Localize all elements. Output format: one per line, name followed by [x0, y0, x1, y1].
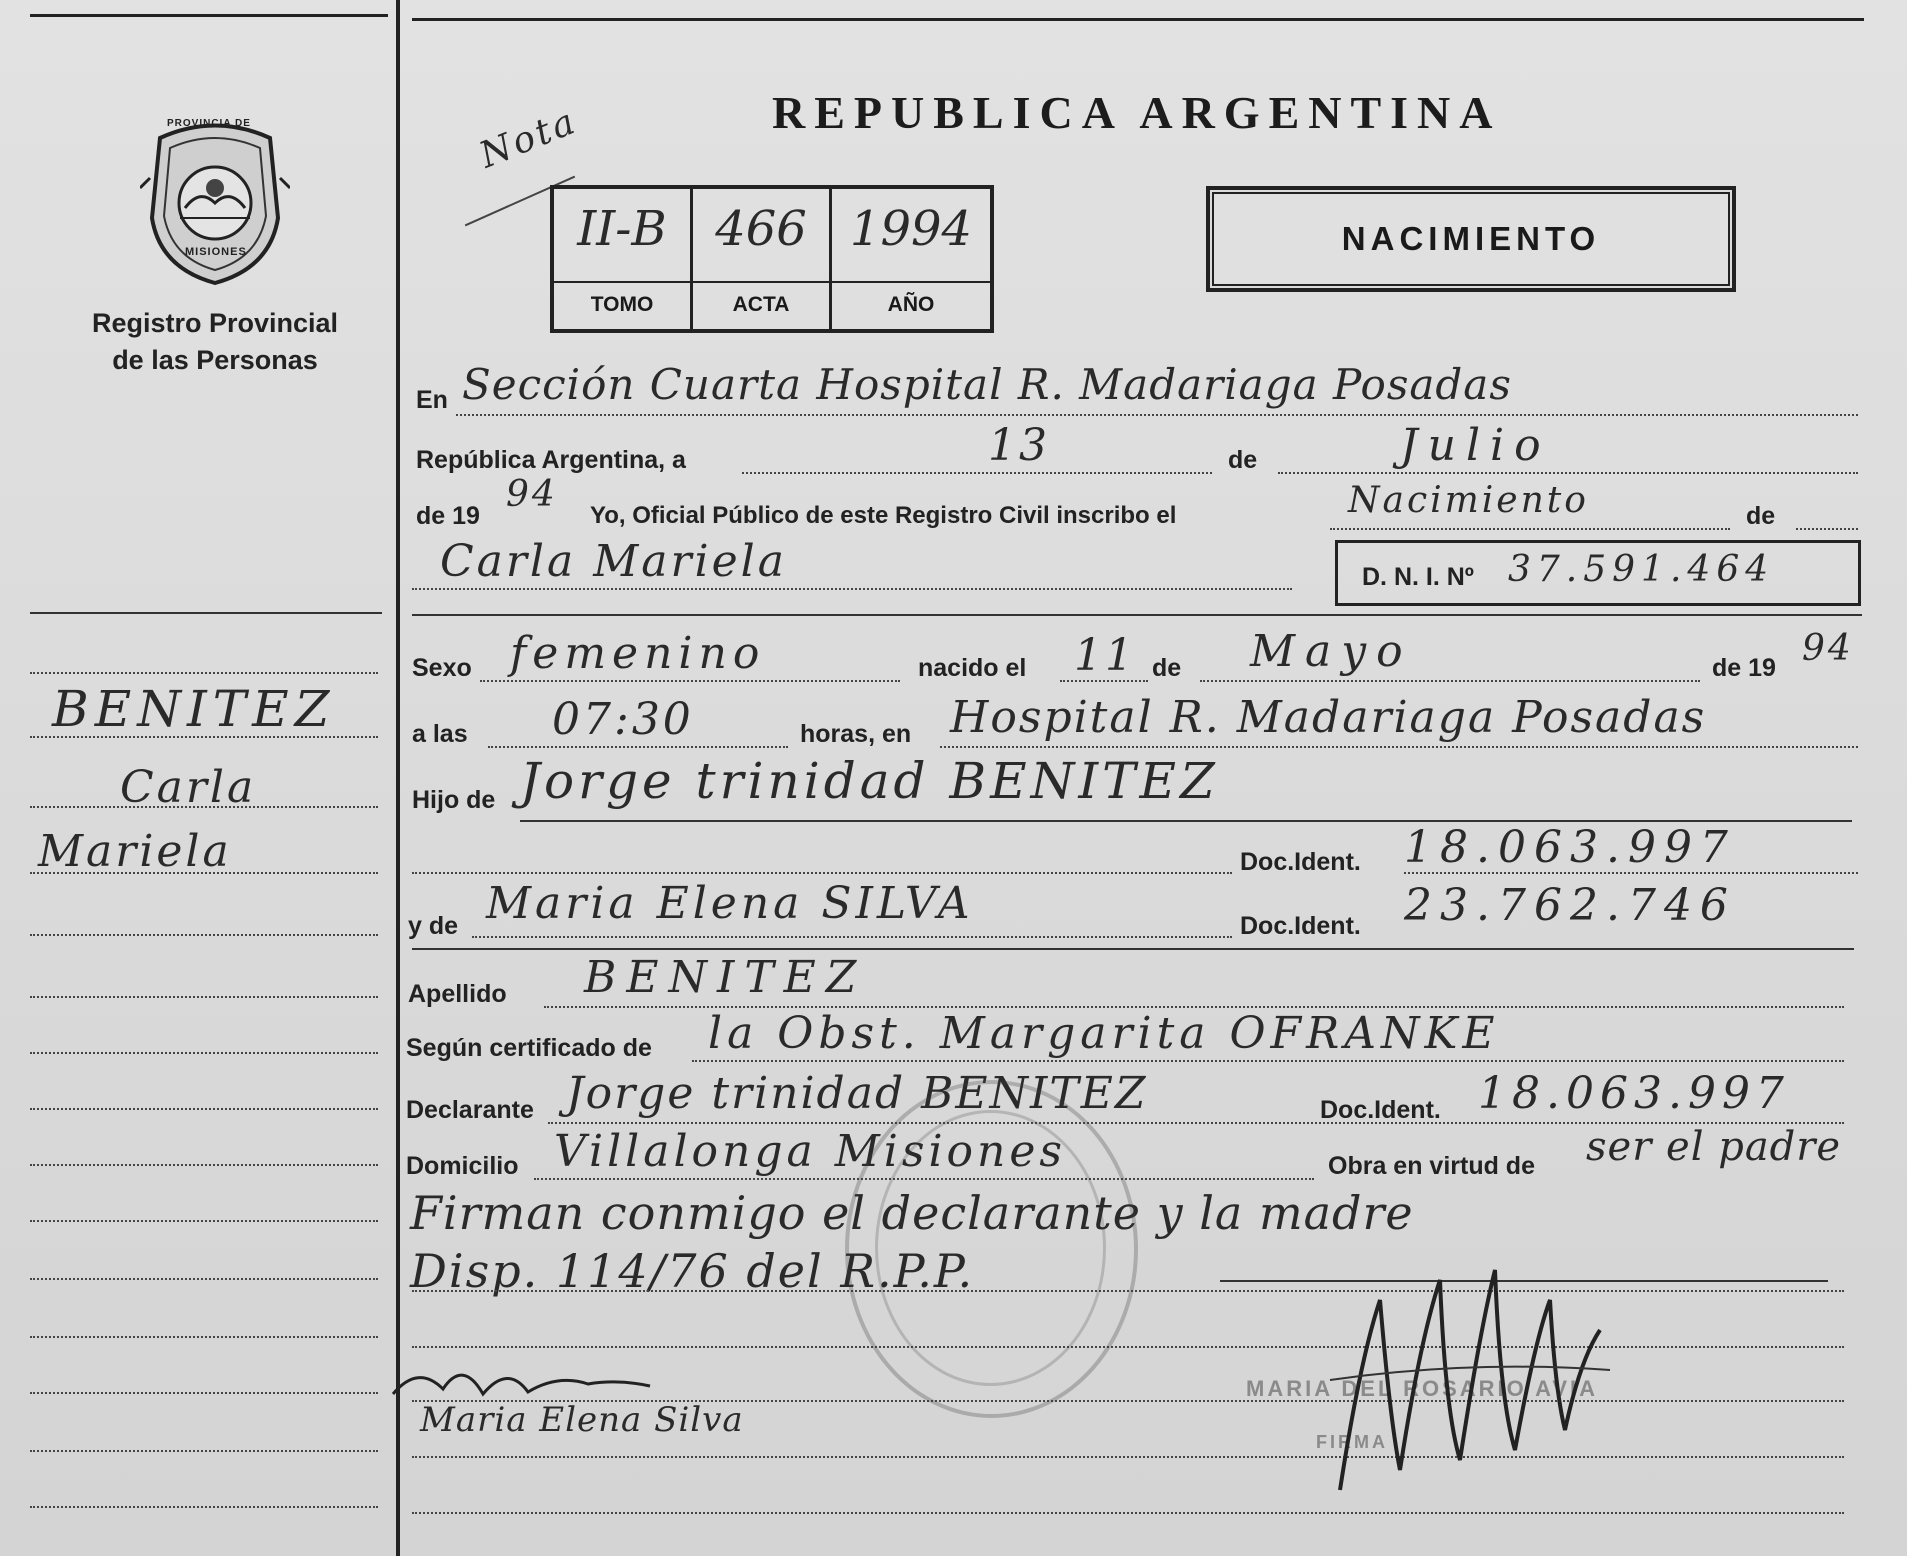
margin-line — [30, 1392, 378, 1394]
notes-line-rule-4 — [412, 1456, 1844, 1458]
place-line — [940, 746, 1858, 748]
obra-label: Obra en virtud de — [1328, 1152, 1535, 1180]
birth-day: 11 — [1074, 630, 1136, 681]
cell-rule — [693, 281, 829, 283]
obra-value: ser el padre — [1586, 1124, 1842, 1170]
cell-rule — [554, 281, 690, 283]
hour-line — [488, 746, 788, 748]
emblem-top-text: PROVINCIA DE — [167, 118, 251, 129]
yo-label: Yo, Oficial Público de este Registro Civil inscribo el — [590, 502, 1177, 529]
certificado-line — [692, 1060, 1844, 1062]
anio-value: 1994 — [849, 201, 973, 257]
segun-label: Según certificado de — [406, 1034, 652, 1062]
official-stamp-sub: FIRMA — [1316, 1432, 1388, 1452]
name-line — [412, 588, 1292, 590]
mother-rule — [412, 948, 1854, 950]
emblem-bottom-text: MISIONES — [185, 246, 247, 258]
margin-divider — [396, 0, 400, 1556]
acta-cell — [693, 189, 832, 329]
margin-line — [30, 934, 378, 936]
margin-line — [30, 1450, 378, 1452]
margin-line — [30, 1052, 378, 1054]
father-doc-leader — [412, 872, 1232, 874]
declarante-doc: 18.063.997 — [1478, 1068, 1790, 1119]
domicilio-label: Domicilio — [406, 1152, 519, 1180]
anio-cell — [832, 189, 990, 329]
hijo-label: Hijo de — [412, 786, 496, 814]
official-signature-icon — [1320, 1240, 1620, 1510]
dni-value: 37.591.464 — [1508, 549, 1775, 590]
year-value: 94 — [506, 474, 558, 515]
document-type-box: NACIMIENTO — [1206, 186, 1736, 292]
apellido-value: BENITEZ — [584, 952, 867, 1003]
acta-label: ACTA — [732, 293, 790, 316]
annotation-nota: Nota — [474, 100, 584, 177]
top-rule-left — [30, 14, 388, 17]
notes-line-rule-5 — [412, 1512, 1844, 1514]
registry-name — [60, 305, 370, 379]
father-name: Jorge trinidad BENITEZ — [520, 752, 1219, 810]
declarante-doc-label: Doc.Ident. — [1320, 1096, 1441, 1124]
margin-surname: BENITEZ — [52, 680, 336, 738]
declarante-value: Jorge trinidad BENITEZ — [566, 1068, 1148, 1119]
hour-value: 07:30 — [552, 694, 694, 745]
margin-line — [30, 1108, 378, 1110]
registry-line-1: Registro Provincial — [91, 308, 339, 338]
province-emblem-icon — [140, 118, 290, 288]
record-box — [550, 185, 994, 333]
month-line — [1278, 472, 1858, 474]
section-rule-1 — [412, 614, 1862, 616]
dni-box — [1335, 540, 1861, 606]
acto-end-line — [1796, 528, 1858, 530]
mother-doc: 23.762.746 — [1404, 880, 1736, 931]
margin-line — [30, 1164, 378, 1166]
birth-month: Mayo — [1250, 626, 1413, 677]
sexo-value: femenino — [510, 628, 766, 679]
day-line — [742, 472, 1212, 474]
tomo-value: II-B — [577, 201, 667, 257]
mother-doc-label: Doc.Ident. — [1240, 912, 1361, 940]
margin-line — [30, 1278, 378, 1280]
sexo-label: Sexo — [412, 654, 472, 682]
margin-given-name-2: Mariela — [38, 826, 232, 877]
en-value: Sección Cuarta Hospital R. Madariaga Posadas — [462, 360, 1512, 409]
de-label-3: de — [1152, 654, 1182, 682]
declarante-label: Declarante — [406, 1096, 534, 1124]
father-doc-label: Doc.Ident. — [1240, 848, 1361, 876]
mother-name: Maria Elena SILVA — [486, 878, 974, 929]
tomo-label: TOMO — [590, 293, 654, 316]
de-label-1: de — [1228, 446, 1258, 474]
child-name: Carla Mariela — [440, 536, 787, 587]
mother-line — [472, 936, 1232, 938]
margin-line — [30, 1220, 378, 1222]
country-title: REPUBLICA ARGENTINA — [772, 87, 1502, 138]
yde-label: y de — [408, 912, 459, 940]
birth-month-line — [1200, 680, 1700, 682]
registry-line-2: de las Personas — [112, 345, 318, 375]
birth-year: 94 — [1802, 628, 1854, 669]
tomo-cell — [554, 189, 693, 329]
anio-label: AÑO — [887, 293, 935, 316]
apellido-label: Apellido — [408, 980, 507, 1008]
en-label: En — [416, 386, 448, 414]
margin-line — [30, 1336, 378, 1338]
notes-line-1: Firman conmigo el declarante y la madre — [410, 1186, 1414, 1240]
sexo-line — [480, 680, 900, 682]
official-stamp: MARIA DEL ROSARIO AVIA — [1246, 1376, 1599, 1401]
horas-label: horas, en — [800, 720, 912, 748]
nacido-label: nacido el — [918, 654, 1027, 682]
notes-line-rule-2 — [412, 1346, 1844, 1348]
de-label-2: de — [1746, 502, 1776, 530]
day-value: 13 — [988, 420, 1050, 471]
margin-line — [30, 1506, 378, 1508]
margin-line — [30, 672, 378, 674]
dni-label: D. N. I. Nº — [1362, 563, 1474, 591]
certificado-value: la Obst. Margarita OFRANKE — [708, 1008, 1500, 1059]
de19b-label: de 19 — [1712, 654, 1776, 682]
de19-label: de 19 — [416, 502, 480, 530]
father-doc: 18.063.997 — [1404, 822, 1736, 873]
acto-line — [1330, 528, 1730, 530]
domicilio-value: Villalonga Misiones — [554, 1126, 1066, 1177]
place-value: Hospital R. Madariaga Posadas — [950, 692, 1707, 743]
cell-rule — [832, 281, 990, 283]
notes-line-2: Disp. 114/76 del R.P.P. — [410, 1244, 975, 1298]
margin-rule-1 — [30, 612, 382, 614]
acto-value: Nacimiento — [1348, 480, 1589, 521]
official-seal-inner — [875, 1110, 1106, 1386]
month-value: Julio — [1400, 420, 1551, 471]
en-line — [456, 414, 1858, 416]
margin-line — [30, 996, 378, 998]
margin-given-name-1: Carla — [120, 762, 257, 813]
mother-signature: Maria Elena Silva — [420, 1400, 744, 1440]
top-rule-right — [412, 18, 1864, 21]
republica-label: República Argentina, a — [416, 446, 686, 474]
acta-value: 466 — [715, 201, 807, 257]
a-las-label: a las — [412, 720, 468, 748]
